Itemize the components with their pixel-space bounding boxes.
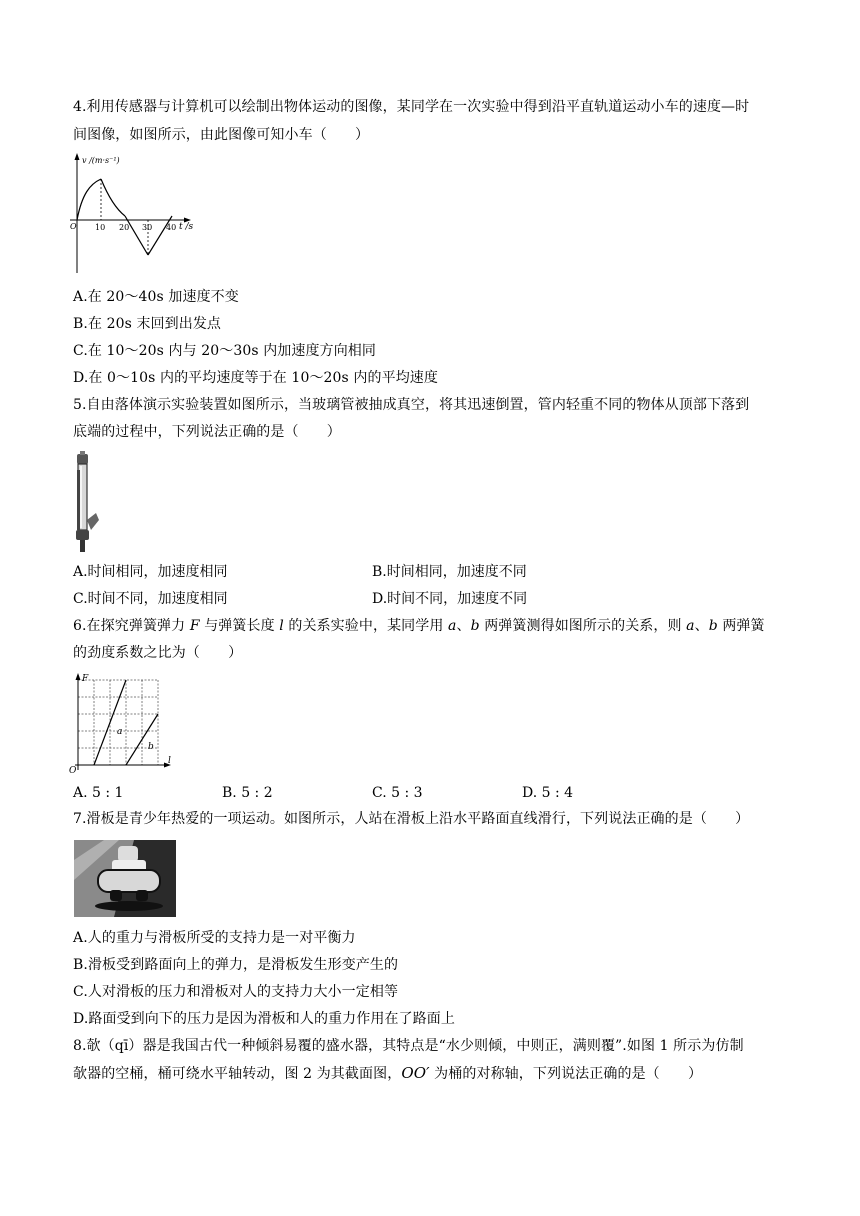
q4-v-axis-arrow	[75, 153, 80, 160]
q4-tick-10: 10	[95, 223, 106, 232]
q7-option-a[interactable]: A.人的重力与滑板所受的支持力是一对平衡力	[73, 930, 356, 946]
q4-t-axis-label: t /s	[179, 222, 194, 232]
q4-option-d[interactable]: D.在 0～10s 内的平均速度等于在 10～20s 内的平均速度	[73, 370, 438, 386]
q4-tick-40: 40	[166, 223, 177, 232]
q5-option-b[interactable]: B.时间相同，加速度不同	[372, 564, 527, 580]
q6-option-a[interactable]: A. 5 : 1	[73, 785, 124, 801]
q6-F-label: F	[82, 674, 89, 684]
q4-option-c[interactable]: C.在 10～20s 内与 20～30s 内加速度方向相同	[73, 343, 376, 359]
q6-l-label: l	[168, 756, 171, 766]
q6-origin-label: O	[69, 766, 77, 776]
q6-stem-line2: 的劲度系数之比为（ ）	[73, 645, 243, 661]
q8-stem-line1: 8.欹（qī）器是我国古代一种倾斜易覆的盛水器，其特点是“水少则倾，中则正，满则覆”.如图 1 所示为仿制	[73, 1038, 744, 1054]
q5-valve	[87, 513, 99, 530]
q6-line-a-label: a	[117, 727, 123, 737]
q6-line-b-label: b	[148, 742, 154, 752]
q4-option-b[interactable]: B.在 20s 末回到出发点	[73, 316, 222, 332]
q8-stem-line2: 欹器的空桶，桶可绕水平轴转动，图 2 为其截面图，OO′ 为桶的对称轴，下列说法正确的是（ ）	[73, 1064, 703, 1082]
q5-stem-line2: 底端的过程中，下列说法正确的是（ ）	[73, 424, 341, 440]
q5-option-d[interactable]: D.时间不同，加速度不同	[372, 591, 528, 607]
q4-tick-20: 20	[119, 223, 130, 232]
q7-shoe	[118, 846, 138, 862]
q6-option-b[interactable]: B. 5 : 2	[222, 785, 273, 801]
q5-vacuum-tube-photo	[71, 450, 103, 554]
q7-wheel	[110, 890, 122, 901]
q6-option-c[interactable]: C. 5 : 3	[372, 785, 423, 801]
q5-stem-line1: 5.自由落体演示实验装置如图所示，当玻璃管被抽成真空，将其迅速倒置，管内轻重不同的物体从顶部下落到	[73, 397, 750, 413]
q4-origin-label: O	[70, 222, 77, 231]
q4-segment-30-40	[148, 216, 172, 255]
q6-option-d[interactable]: D. 5 : 4	[522, 785, 574, 801]
q7-option-c[interactable]: C.人对滑板的压力和滑板对人的支持力大小一定相等	[73, 984, 399, 1000]
q6-grid	[78, 680, 158, 765]
q5-option-a[interactable]: A.时间相同，加速度相同	[73, 564, 228, 580]
q4-curve-10-20	[101, 179, 125, 216]
q7-skateboard	[98, 870, 160, 892]
q4-tick-30: 30	[142, 223, 153, 232]
q4-stem-line1: 4.利用传感器与计算机可以绘制出物体运动的图像，某同学在一次实验中得到沿平直轨道运动小车的速度—时	[73, 99, 750, 115]
q5-top-cap	[77, 454, 88, 464]
q7-option-d[interactable]: D.路面受到向下的压力是因为滑板和人的重力作用在了路面上	[73, 1011, 455, 1027]
q4-stem-line2: 间图像，如图所示，由此图像可知小车（ ）	[73, 127, 370, 143]
q4-option-a[interactable]: A.在 20～40s 加速度不变	[73, 289, 239, 305]
q5-option-c[interactable]: C.时间不同，加速度相同	[73, 591, 228, 607]
q7-option-b[interactable]: B.滑板受到路面向上的弹力，是滑板发生形变产生的	[73, 957, 399, 973]
q7-stem: 7.滑板是青少年热爱的一项运动。如图所示，人站在滑板上沿水平路面直线滑行，下列说法正确的是（ ）	[73, 811, 750, 827]
q6-line-a	[94, 680, 126, 765]
q4-segment-20-30	[125, 216, 148, 255]
q4-curve-0-10	[77, 179, 101, 220]
q7-skateboard-photo	[74, 840, 176, 917]
q5-bottom-cap	[76, 530, 89, 540]
q4-velocity-time-graph	[66, 152, 206, 274]
q6-stem-line1: 6.在探究弹簧弹力 F 与弹簧长度 l 的关系实验中，某同学用 a、b 两弹簧测得如图所示的关系，则 a、b 两弹簧	[73, 618, 765, 634]
q4-v-axis-label: v /(m·s⁻¹)	[82, 156, 120, 165]
q6-force-length-graph	[66, 672, 178, 776]
